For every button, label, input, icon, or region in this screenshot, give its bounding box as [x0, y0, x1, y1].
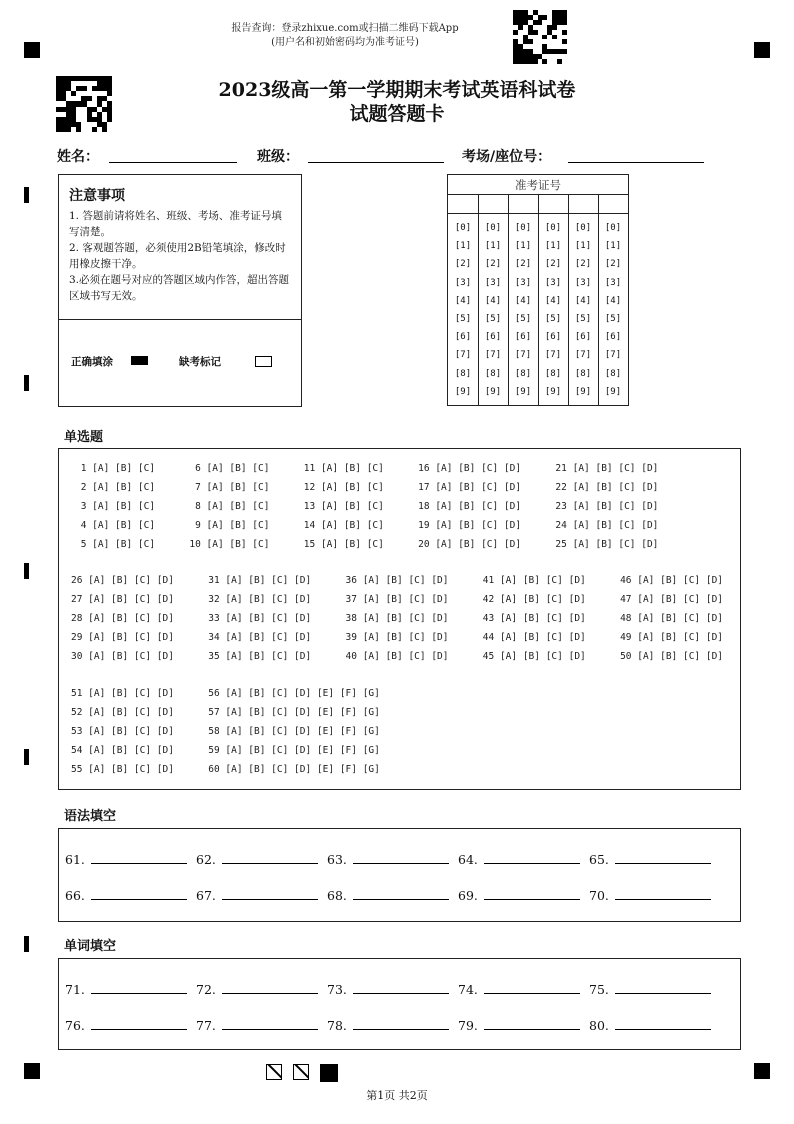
fill-item: [589, 851, 711, 867]
answer-blank[interactable]: [615, 981, 711, 994]
admission-digit-bubble[interactable]: [7]: [484, 350, 502, 361]
answer-blank[interactable]: [484, 1017, 580, 1030]
mc-row[interactable]: 29 [A] [B] [C] [D] 34 [A] [B] [C] [D] 39 [A] [B] [C] [D] 44 [A] [B] [C] [D] 49 [A] [B] [C] [D]: [71, 632, 724, 643]
room-seat-field[interactable]: [568, 144, 704, 163]
page-marker-filled: [320, 1064, 338, 1082]
admission-digit-bubble[interactable]: [2]: [544, 259, 562, 270]
admission-digit-bubble[interactable]: [1]: [574, 241, 592, 252]
admission-digit-bubble[interactable]: [8]: [514, 368, 532, 379]
mc-row[interactable]: 53 [A] [B] [C] [D] 58 [A] [B] [C] [D] [E] [F] [G]: [71, 726, 380, 737]
mc-row[interactable]: 54 [A] [B] [C] [D] 59 [A] [B] [C] [D] [E] [F] [G]: [71, 745, 380, 756]
admission-digit-bubble[interactable]: [4]: [604, 295, 622, 306]
fill-item: [65, 981, 187, 997]
mc-row[interactable]: 28 [A] [B] [C] [D] 33 [A] [B] [C] [D] 38 [A] [B] [C] [D] 43 [A] [B] [C] [D] 48 [A] [B] [C] [D]: [71, 613, 724, 624]
class-field[interactable]: [308, 144, 444, 163]
admission-digit-bubble[interactable]: [0]: [574, 223, 592, 233]
single-choice-area: [58, 448, 741, 790]
answer-blank[interactable]: [615, 887, 711, 900]
fill-item: [327, 851, 449, 867]
answer-blank[interactable]: [484, 981, 580, 994]
admission-digit-bubble[interactable]: [8]: [544, 368, 562, 379]
admission-digit-bubble[interactable]: [4]: [454, 295, 472, 306]
timing-mark: [24, 749, 29, 765]
answer-blank[interactable]: [222, 1017, 318, 1030]
admission-digit-bubble[interactable]: [4]: [514, 295, 532, 306]
fill-item-number: 64.: [458, 852, 478, 867]
page-number: 第1页 共2页: [366, 1089, 428, 1102]
fill-item-number: 69.: [458, 888, 478, 903]
mc-group-3: [71, 684, 380, 779]
admission-digit-bubble[interactable]: [0]: [544, 223, 562, 233]
fill-item: [458, 851, 580, 867]
qr-code-left: [56, 76, 112, 132]
admission-digit-bubble[interactable]: [1]: [604, 241, 622, 252]
fill-item-number: 77.: [196, 1018, 216, 1033]
mc-row[interactable]: 27 [A] [B] [C] [D] 32 [A] [B] [C] [D] 37 [A] [B] [C] [D] 42 [A] [B] [C] [D] 47 [A] [B] [C] [D]: [71, 594, 724, 605]
admission-digit-bubble[interactable]: [5]: [604, 314, 622, 324]
admission-digit-bubble[interactable]: [6]: [484, 332, 502, 343]
correct-fill-sample: [131, 356, 148, 365]
report-hint: [200, 22, 490, 50]
timing-mark: [24, 936, 29, 952]
admission-digit-bubble[interactable]: [1]: [484, 241, 502, 252]
fill-item-number: 79.: [458, 1018, 478, 1033]
absent-mark-box[interactable]: [255, 356, 272, 367]
admission-digit-bubble[interactable]: [5]: [514, 314, 532, 324]
answer-blank[interactable]: [91, 851, 187, 864]
admission-digit-bubble[interactable]: [9]: [604, 386, 622, 397]
notice-title: 注意事项: [69, 188, 125, 204]
class-label: 班级：: [257, 149, 299, 165]
fill-item-number: 73.: [327, 982, 347, 997]
answer-blank[interactable]: [615, 851, 711, 864]
fill-item: [196, 981, 318, 997]
admission-digit-bubble[interactable]: [6]: [574, 332, 592, 343]
admission-digit-bubble[interactable]: [9]: [484, 386, 502, 397]
admission-digit-bubble[interactable]: [2]: [484, 259, 502, 270]
admission-digit-bubble[interactable]: [2]: [574, 259, 592, 270]
timing-mark: [24, 375, 29, 391]
admission-digit-bubble[interactable]: [0]: [604, 223, 622, 233]
fill-item: [327, 981, 449, 997]
admission-digit-bubble[interactable]: [8]: [604, 368, 622, 379]
notice-line-1: 1. 答题前请将姓名、班级、考场、准考证号填写清楚。: [69, 210, 282, 238]
admission-number-grid: [447, 174, 629, 406]
admission-digit-bubble[interactable]: [3]: [544, 277, 562, 288]
mc-row[interactable]: 51 [A] [B] [C] [D] 56 [A] [B] [C] [D] [E] [F] [G]: [71, 688, 380, 699]
fill-item: [458, 1017, 580, 1033]
page-marker-slash: [293, 1064, 309, 1080]
report-hint-line2: (用户名和初始密码均为准考证号): [271, 37, 419, 48]
title-line1: 2023级高一第一学期期末考试英语科试卷: [218, 79, 576, 101]
answer-blank[interactable]: [353, 981, 449, 994]
fill-item: [65, 851, 187, 867]
fill-item-number: 72.: [196, 982, 216, 997]
notice-text: [69, 208, 291, 304]
answer-blank[interactable]: [484, 851, 580, 864]
notice-divider: [59, 319, 301, 320]
mc-row[interactable]: 1 [A] [B] [C] 6 [A] [B] [C] 11 [A] [B] [C] 16 [A] [B] [C] [D] 21 [A] [B] [C] [D]: [75, 463, 659, 474]
timing-mark: [24, 563, 29, 579]
admission-digit-bubble[interactable]: [3]: [604, 277, 622, 288]
admission-digit-bubble[interactable]: [9]: [544, 386, 562, 397]
notice-line-2: 2. 客观题答题，必须使用2B铅笔填涂，修改时用橡皮擦干净。: [69, 242, 286, 270]
fill-item: [589, 1017, 711, 1033]
fill-item: [589, 887, 711, 903]
grammar-fill-label: 语法填空: [64, 809, 117, 824]
name-field[interactable]: [109, 144, 237, 163]
answer-blank[interactable]: [91, 1017, 187, 1030]
admission-digit-bubble[interactable]: [0]: [484, 223, 502, 233]
fill-item: [196, 851, 318, 867]
fill-item-number: 62.: [196, 852, 216, 867]
corner-mark-top-left: [24, 42, 40, 58]
fill-item-number: 75.: [589, 982, 609, 997]
mc-row[interactable]: 5 [A] [B] [C] 10 [A] [B] [C] 15 [A] [B] [C] 20 [A] [B] [C] [D] 25 [A] [B] [C] [D]: [75, 539, 659, 550]
admission-digit-bubble[interactable]: [7]: [544, 350, 562, 361]
absent-mark-label: 缺考标记: [179, 356, 221, 368]
fill-item: [196, 887, 318, 903]
fill-item: [458, 887, 580, 903]
mc-row[interactable]: 4 [A] [B] [C] 9 [A] [B] [C] 14 [A] [B] [C] 19 [A] [B] [C] [D] 24 [A] [B] [C] [D]: [75, 520, 659, 531]
admission-digit-bubble[interactable]: [3]: [484, 277, 502, 288]
notice-line-3: 3.必须在题号对应的答题区域内作答，超出答题区域书写无效。: [69, 274, 290, 302]
qr-code-top[interactable]: [513, 10, 567, 64]
answer-blank[interactable]: [353, 887, 449, 900]
mc-group-1: [75, 459, 658, 554]
admission-digit-bubble[interactable]: [6]: [604, 332, 622, 343]
fill-item-number: 80.: [589, 1018, 609, 1033]
admission-digit-bubble[interactable]: [5]: [454, 314, 472, 324]
word-fill-label: 单词填空: [64, 939, 117, 954]
report-hint-line1: 报告查询：登录zhixue.com或扫描二维码下载App: [231, 23, 459, 34]
fill-item: [65, 1017, 187, 1033]
admission-digit-bubble[interactable]: [4]: [484, 295, 502, 306]
admission-digit-bubble[interactable]: [5]: [484, 314, 502, 324]
answer-blank[interactable]: [222, 887, 318, 900]
admission-digit-bubble[interactable]: [6]: [544, 332, 562, 343]
admission-digit-bubble[interactable]: [0]: [454, 223, 472, 233]
fill-item: [327, 887, 449, 903]
page-title: [150, 78, 644, 126]
mc-row[interactable]: 2 [A] [B] [C] 7 [A] [B] [C] 12 [A] [B] [C] 17 [A] [B] [C] [D] 22 [A] [B] [C] [D]: [75, 482, 659, 493]
admission-digit-bubble[interactable]: [3]: [514, 277, 532, 288]
answer-blank[interactable]: [91, 887, 187, 900]
admission-digit-bubble[interactable]: [1]: [544, 241, 562, 252]
admission-digit-bubble[interactable]: [2]: [454, 259, 472, 270]
answer-blank[interactable]: [615, 1017, 711, 1030]
admission-digit-bubble[interactable]: [8]: [454, 368, 472, 379]
mc-row[interactable]: 52 [A] [B] [C] [D] 57 [A] [B] [C] [D] [E] [F] [G]: [71, 707, 380, 718]
name-label: 姓名：: [57, 149, 99, 165]
page-marker-slash: [266, 1064, 282, 1080]
admission-digit-bubble[interactable]: [7]: [514, 350, 532, 361]
answer-blank[interactable]: [353, 1017, 449, 1030]
room-seat-label: 考场/座位号：: [462, 149, 552, 165]
fill-item-number: 70.: [589, 888, 609, 903]
fill-item-number: 61.: [65, 852, 85, 867]
timing-mark: [24, 187, 29, 203]
fill-item: [196, 1017, 318, 1033]
admission-digit-bubble[interactable]: [9]: [514, 386, 532, 397]
title-line2: 试题答题卡: [349, 103, 445, 125]
admission-digit-bubble[interactable]: [8]: [484, 368, 502, 379]
admission-digit-bubble[interactable]: [1]: [454, 241, 472, 252]
answer-blank[interactable]: [353, 851, 449, 864]
mc-row[interactable]: 3 [A] [B] [C] 8 [A] [B] [C] 13 [A] [B] [C] 18 [A] [B] [C] [D] 23 [A] [B] [C] [D]: [75, 501, 659, 512]
admission-digit-bubble[interactable]: [1]: [514, 241, 532, 252]
fill-item-number: 65.: [589, 852, 609, 867]
answer-blank[interactable]: [91, 981, 187, 994]
admission-digit-bubble[interactable]: [2]: [604, 259, 622, 270]
notice-box: [58, 174, 302, 407]
admission-digit-bubble[interactable]: [5]: [574, 314, 592, 324]
admission-digit-bubble[interactable]: [7]: [454, 350, 472, 361]
corner-mark-top-right: [754, 42, 770, 58]
word-fill-area: [58, 958, 741, 1050]
admission-digit-bubble[interactable]: [6]: [454, 332, 472, 343]
admission-digit-bubble[interactable]: [4]: [544, 295, 562, 306]
admission-digit-bubble[interactable]: [2]: [514, 259, 532, 270]
mc-row[interactable]: 55 [A] [B] [C] [D] 60 [A] [B] [C] [D] [E] [F] [G]: [71, 764, 380, 775]
answer-blank[interactable]: [484, 887, 580, 900]
corner-mark-bottom-right: [754, 1063, 770, 1079]
admission-digit-bubble[interactable]: [9]: [454, 386, 472, 397]
mc-row[interactable]: 26 [A] [B] [C] [D] 31 [A] [B] [C] [D] 36 [A] [B] [C] [D] 41 [A] [B] [C] [D] 46 [A] [B] [C] [D]: [71, 575, 724, 586]
fill-item: [458, 981, 580, 997]
admission-digit-bubble[interactable]: [0]: [514, 223, 532, 233]
correct-fill-label: 正确填涂: [71, 356, 113, 368]
fill-item-number: 63.: [327, 852, 347, 867]
fill-item-number: 68.: [327, 888, 347, 903]
admission-digit-bubble[interactable]: [5]: [544, 314, 562, 324]
admission-digit-bubble[interactable]: [7]: [604, 350, 622, 361]
admission-digit-bubble[interactable]: [7]: [574, 350, 592, 361]
fill-item-number: 78.: [327, 1018, 347, 1033]
mc-group-2: [71, 571, 723, 666]
mc-row[interactable]: 30 [A] [B] [C] [D] 35 [A] [B] [C] [D] 40 [A] [B] [C] [D] 45 [A] [B] [C] [D] 50 [A] [B] [C] [D]: [71, 651, 724, 662]
fill-item: [327, 1017, 449, 1033]
admission-digit-bubble[interactable]: [3]: [574, 277, 592, 288]
admission-digit-bubble[interactable]: [4]: [574, 295, 592, 306]
admission-digit-bubble[interactable]: [9]: [574, 386, 592, 397]
grammar-fill-area: [58, 828, 741, 922]
corner-mark-bottom-left: [24, 1063, 40, 1079]
fill-item-number: 67.: [196, 888, 216, 903]
single-choice-label: 单选题: [64, 430, 104, 445]
admission-digit-bubble[interactable]: [6]: [514, 332, 532, 343]
fill-item-number: 76.: [65, 1018, 85, 1033]
admission-digit-bubble[interactable]: [3]: [454, 277, 472, 288]
fill-item-number: 71.: [65, 982, 85, 997]
fill-item: [589, 981, 711, 997]
answer-blank[interactable]: [222, 981, 318, 994]
admission-digit-bubble[interactable]: [8]: [574, 368, 592, 379]
fill-item-number: 74.: [458, 982, 478, 997]
fill-item: [65, 887, 187, 903]
fill-item-number: 66.: [65, 888, 85, 903]
admission-title: 准考证号: [515, 178, 561, 192]
answer-blank[interactable]: [222, 851, 318, 864]
